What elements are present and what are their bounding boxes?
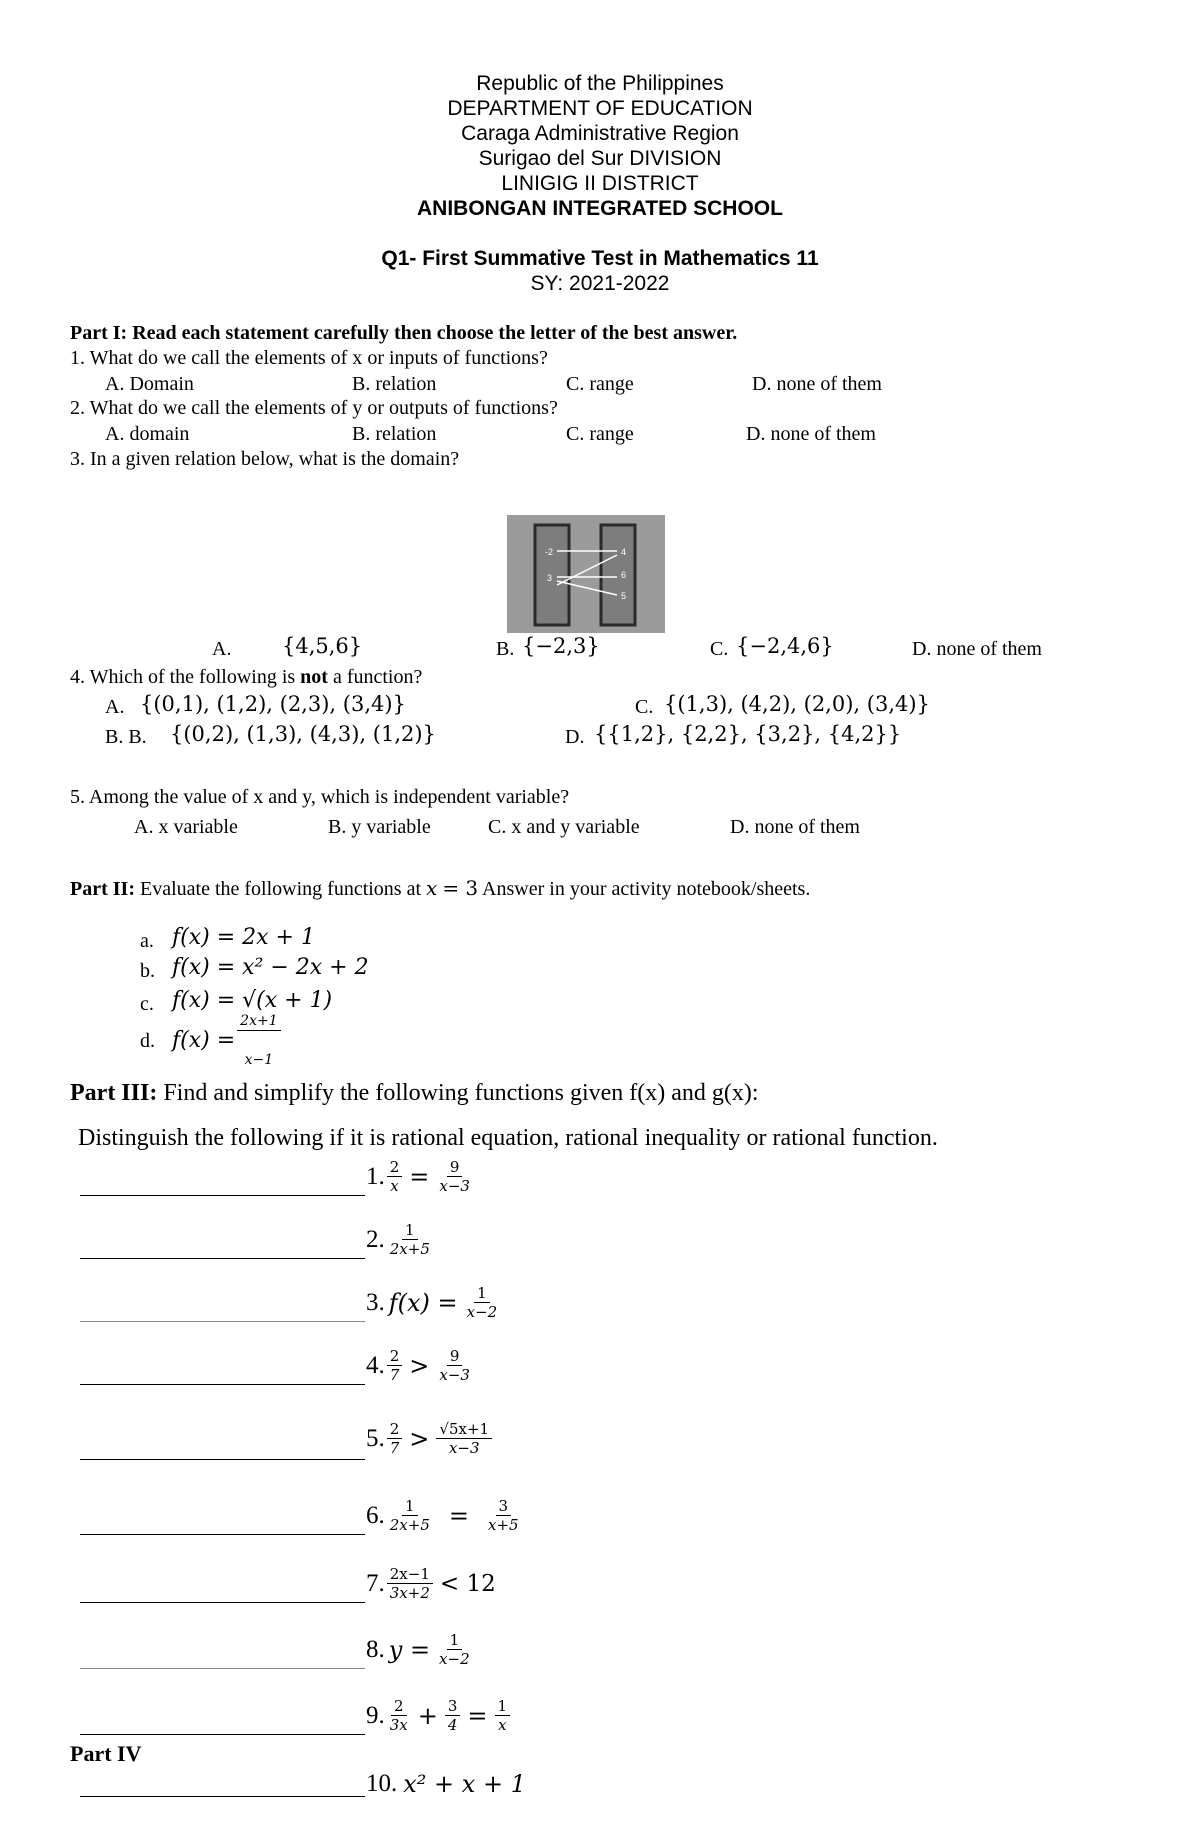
q4-option-d-label: D. bbox=[565, 726, 585, 748]
part2-item-d-expr bbox=[172, 1012, 283, 1069]
denominator: x bbox=[390, 1177, 399, 1195]
denominator: x−2 bbox=[439, 1650, 470, 1668]
domain-value: -2 bbox=[545, 547, 554, 557]
relation-symbol: > bbox=[409, 1351, 430, 1380]
numerator: √5x+1 bbox=[436, 1420, 492, 1439]
numerator: 1 bbox=[402, 1497, 418, 1516]
answer-line bbox=[80, 1258, 365, 1259]
relation-symbol: = bbox=[467, 1701, 488, 1730]
numerator: 3 bbox=[496, 1497, 512, 1516]
part3-item-10 bbox=[366, 1770, 526, 1798]
q2-text: 2. What do we call the elements of y or outputs of functions? bbox=[70, 397, 558, 419]
q3-option-a-label: A. bbox=[212, 638, 232, 660]
part2-label: Part II: bbox=[70, 878, 135, 900]
q3-text: 3. In a given relation below, what is the domain? bbox=[70, 448, 460, 470]
denominator: 7 bbox=[389, 1439, 400, 1457]
part2-item-a-letter: a. bbox=[140, 930, 154, 952]
part2-item-b-letter: b. bbox=[140, 960, 155, 982]
part2-text-after: Answer in your activity notebook/sheets. bbox=[478, 878, 811, 900]
part3-item-8 bbox=[366, 1631, 475, 1668]
part3-item-4 bbox=[366, 1347, 475, 1384]
numerator: 9 bbox=[447, 1158, 463, 1177]
answer-line bbox=[80, 1459, 365, 1460]
part3-item-5 bbox=[366, 1420, 494, 1457]
q3-option-c: {−2,4,6} bbox=[736, 634, 834, 658]
q5-option-d: D. none of them bbox=[730, 816, 860, 838]
q1-option-b: B. relation bbox=[352, 373, 437, 395]
denominator: x+5 bbox=[487, 1516, 519, 1534]
q1-option-d: D. none of them bbox=[752, 373, 882, 395]
q3-option-b-label: B. bbox=[496, 638, 515, 660]
answer-line bbox=[80, 1602, 365, 1603]
item-number: 9. bbox=[366, 1701, 385, 1729]
numerator: 2 bbox=[387, 1158, 403, 1177]
numerator: 1 bbox=[474, 1284, 490, 1303]
denominator: 4 bbox=[447, 1716, 458, 1734]
fraction bbox=[387, 1420, 403, 1457]
denominator: x−3 bbox=[439, 1366, 470, 1384]
q4-option-b: {(0,2), (1,3), (4,3), (1,2)} bbox=[170, 722, 436, 746]
part3-item-3 bbox=[366, 1284, 502, 1321]
school-year: SY: 2021-2022 bbox=[530, 272, 670, 295]
fraction bbox=[485, 1497, 522, 1534]
q4-text-before: 4. Which of the following is bbox=[70, 666, 301, 688]
part2-var: 𝑥 bbox=[426, 876, 438, 900]
item-number: 3. bbox=[366, 1288, 385, 1316]
denominator: 2x+5 bbox=[389, 1240, 430, 1258]
answer-line bbox=[80, 1734, 365, 1735]
part2-item-a-expr: 𝑓(𝑥) = 2𝑥 + 1 bbox=[172, 925, 315, 950]
part3-item-9 bbox=[366, 1697, 512, 1734]
q3-option-c-label: C. bbox=[710, 638, 729, 660]
part3-instruction: Find and simplify the following functions given f(x) and g(x): bbox=[163, 1080, 759, 1106]
part3-label: Part III: bbox=[70, 1080, 158, 1106]
item-number: 10. bbox=[366, 1770, 398, 1797]
answer-line bbox=[80, 1668, 365, 1669]
item-number: 6. bbox=[366, 1501, 385, 1529]
range-value: 5 bbox=[621, 591, 627, 601]
part3-item-6 bbox=[366, 1497, 524, 1534]
q4-option-a: {(0,1), (1,2), (2,3), (3,4)} bbox=[140, 692, 406, 716]
part1-instruction: Part I: Read each statement carefully then choose the letter of the best answer. bbox=[70, 322, 738, 344]
item-number: 4. bbox=[366, 1351, 385, 1379]
answer-line bbox=[80, 1796, 365, 1797]
numerator: 2 bbox=[387, 1420, 403, 1439]
numerator: 9 bbox=[447, 1347, 463, 1366]
inequality: < 12 bbox=[439, 1570, 496, 1597]
numerator: 2x−1 bbox=[387, 1565, 433, 1584]
fraction bbox=[387, 1347, 403, 1384]
q1-option-c: C. range bbox=[566, 373, 634, 395]
q4-text bbox=[70, 666, 422, 689]
denominator: 𝑥−1 bbox=[244, 1052, 274, 1068]
fraction bbox=[464, 1284, 501, 1321]
relation-symbol: = bbox=[448, 1501, 469, 1530]
q2-option-b: B. relation bbox=[352, 423, 437, 445]
relation-diagram bbox=[507, 515, 665, 633]
q3-option-b: {−2,3} bbox=[522, 634, 600, 658]
answer-line bbox=[80, 1384, 365, 1385]
fraction bbox=[387, 1221, 433, 1258]
denominator: x−3 bbox=[448, 1439, 480, 1457]
part3-distinguish: Distinguish the following if it is rational equation, rational inequality or rational function. bbox=[78, 1125, 938, 1151]
item-number: 5. bbox=[366, 1424, 385, 1452]
fraction bbox=[495, 1697, 511, 1734]
numerator: 2x+1 bbox=[237, 1012, 280, 1031]
numerator: 1 bbox=[402, 1221, 418, 1240]
denominator: x−2 bbox=[466, 1303, 498, 1321]
numerator: 3 bbox=[445, 1697, 461, 1716]
fraction bbox=[436, 1158, 473, 1195]
q2-option-d: D. none of them bbox=[746, 423, 876, 445]
relation-symbol: = bbox=[409, 1162, 430, 1191]
denominator: 3x bbox=[389, 1716, 408, 1734]
part2-item-c-expr: 𝑓(𝑥) = √(𝑥 + 1) bbox=[172, 988, 333, 1013]
diagram-background bbox=[507, 515, 665, 633]
q5-option-a: A. x variable bbox=[134, 816, 238, 838]
fraction bbox=[387, 1697, 411, 1734]
fraction bbox=[436, 1347, 473, 1384]
item-number: 7. bbox=[366, 1569, 385, 1597]
part2-item-d-letter: d. bbox=[140, 1030, 155, 1052]
part3-heading bbox=[70, 1080, 759, 1107]
range-value: 4 bbox=[621, 547, 627, 557]
item-number: 2. bbox=[366, 1225, 385, 1253]
domain-value: 3 bbox=[547, 573, 553, 583]
part3-item-1 bbox=[366, 1158, 475, 1195]
denominator: 2x+5 bbox=[389, 1516, 430, 1534]
numerator: 1 bbox=[447, 1631, 463, 1650]
numerator: 2 bbox=[391, 1697, 407, 1716]
answer-line bbox=[80, 1534, 365, 1535]
item-number: 8. bbox=[366, 1635, 385, 1663]
fraction bbox=[387, 1158, 403, 1195]
range-box bbox=[601, 525, 635, 625]
q1-option-a: A. Domain bbox=[105, 373, 194, 395]
range-value: 6 bbox=[621, 570, 627, 580]
denominator: 3x+2 bbox=[389, 1584, 430, 1602]
denominator: x−3 bbox=[439, 1177, 470, 1195]
q4-option-d: {{1,2}, {2,2}, {3,2}, {4,2}} bbox=[594, 722, 902, 746]
q5-option-b: B. y variable bbox=[328, 816, 431, 838]
part2-item-d-fraction bbox=[237, 1012, 280, 1069]
header-line-5: LINIGIG II DISTRICT bbox=[501, 172, 699, 195]
part3-item-7 bbox=[366, 1565, 501, 1602]
numerator: 2 bbox=[387, 1347, 403, 1366]
part2-item-d-left: 𝑓(𝑥) = bbox=[172, 1028, 236, 1053]
q4-option-c: {(1,3), (4,2), (2,0), (3,4)} bbox=[664, 692, 930, 716]
polynomial: x² + x + 1 bbox=[403, 1770, 526, 1798]
part3-item-2 bbox=[366, 1221, 435, 1258]
fraction bbox=[436, 1420, 492, 1457]
fraction bbox=[387, 1497, 433, 1534]
header-line-1: Republic of the Philippines bbox=[476, 72, 724, 95]
q2-option-a: A. domain bbox=[105, 423, 190, 445]
q1-text: 1. What do we call the elements of x or inputs of functions? bbox=[70, 347, 548, 369]
test-title: Q1- First Summative Test in Mathematics 11 bbox=[381, 247, 819, 270]
part2-item-b-expr: 𝑓(𝑥) = 𝑥² − 2𝑥 + 2 bbox=[172, 955, 369, 980]
fraction bbox=[436, 1631, 473, 1668]
answer-line bbox=[80, 1321, 365, 1322]
q4-text-bold: not bbox=[300, 666, 328, 688]
q4-option-c-label: C. bbox=[635, 696, 654, 718]
q3-option-a: {4,5,6} bbox=[282, 634, 363, 658]
answer-line bbox=[80, 1195, 365, 1196]
plus-symbol: + bbox=[417, 1701, 438, 1730]
denominator: x bbox=[498, 1716, 507, 1734]
header-line-3: Caraga Administrative Region bbox=[461, 122, 739, 145]
header-line-4: Surigao del Sur DIVISION bbox=[478, 147, 722, 170]
function-label: y = bbox=[388, 1635, 431, 1664]
part2-item-c-letter: c. bbox=[140, 993, 154, 1015]
part2-text-before: Evaluate the following functions at bbox=[139, 878, 427, 900]
part2-eq: = 3 bbox=[442, 876, 479, 900]
header-line-2: DEPARTMENT OF EDUCATION bbox=[447, 97, 753, 120]
denominator: 7 bbox=[389, 1366, 400, 1384]
relation-symbol: > bbox=[409, 1424, 430, 1453]
fraction bbox=[387, 1565, 433, 1602]
part4-label: Part IV bbox=[70, 1741, 142, 1766]
function-label: f(x) = bbox=[388, 1288, 458, 1317]
school-name: ANIBONGAN INTEGRATED SCHOOL bbox=[417, 197, 783, 220]
q4-option-b-label: B. B. bbox=[105, 726, 147, 748]
q3-option-d: D. none of them bbox=[912, 638, 1042, 660]
q4-text-after: a function? bbox=[327, 666, 423, 688]
q4-option-a-label: A. bbox=[105, 696, 125, 718]
q2-option-c: C. range bbox=[566, 423, 634, 445]
fraction bbox=[445, 1697, 461, 1734]
q5-text: 5. Among the value of x and y, which is independent variable? bbox=[70, 786, 570, 808]
item-number: 1. bbox=[366, 1162, 385, 1190]
numerator: 1 bbox=[495, 1697, 511, 1716]
q5-option-c: C. x and y variable bbox=[488, 816, 640, 838]
part2-instruction bbox=[70, 876, 810, 901]
